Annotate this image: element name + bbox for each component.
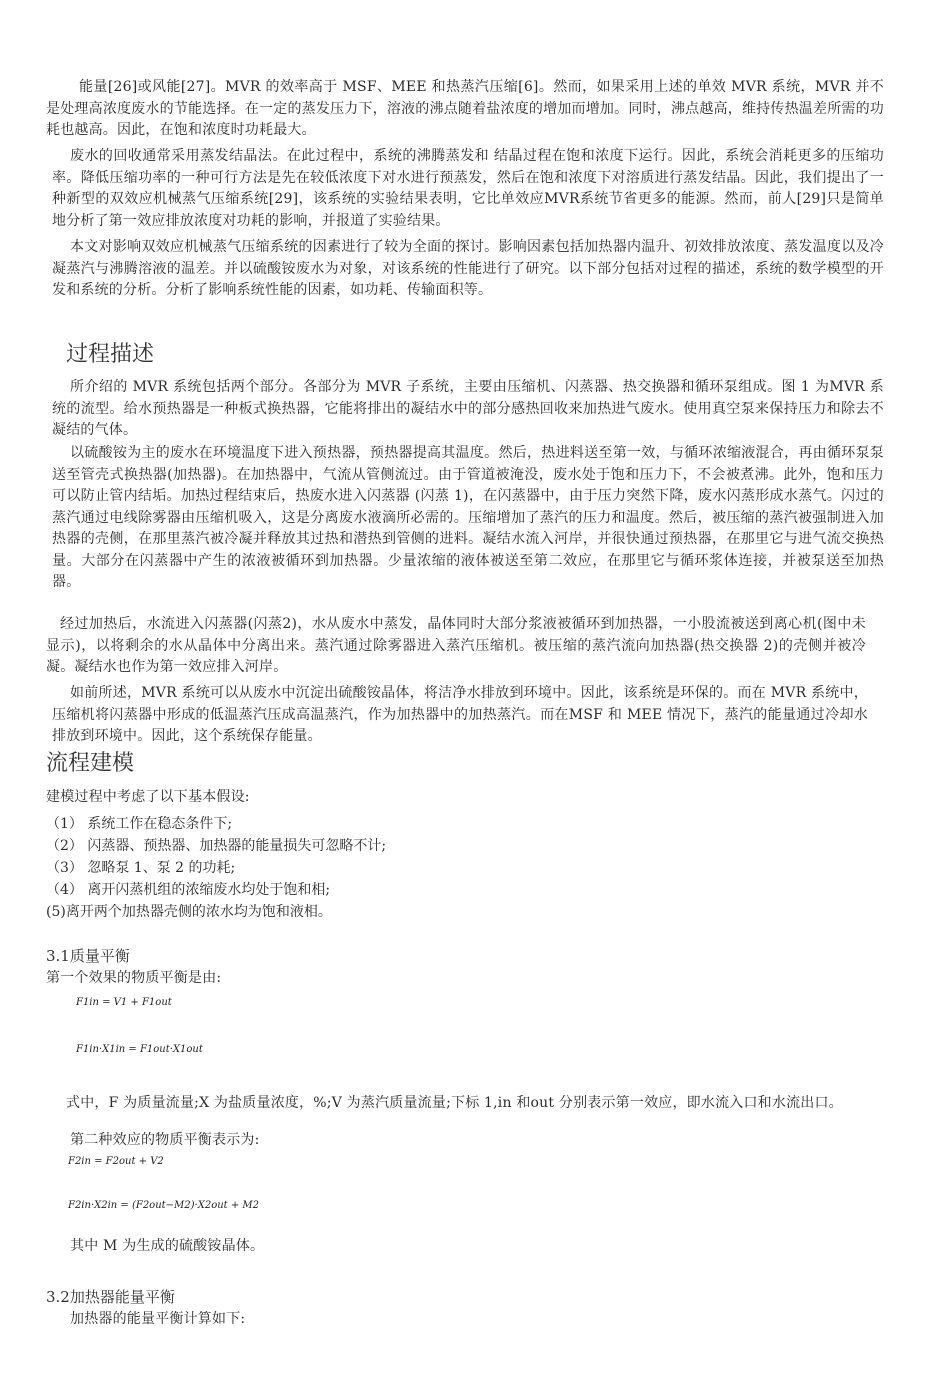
- paragraph-heater-energy-intro: 加热器的能量平衡计算如下:: [70, 1311, 246, 1327]
- heading-process-description: 过程描述: [66, 342, 155, 367]
- paragraph-second-effect-balance: 第二种效应的物质平衡表示为:: [70, 1132, 260, 1148]
- paragraph-intro-mvr: 能量[26]或风能[27]。MVR 的效率高于 MSF、MEE 和热蒸汽压缩[6]。然而，如果采用上述的单效 MVR 系统，MVR 并不是处理高浓度废水的节能选择。在一定的蒸发压力下，溶液的沸点随着盐浓度的增加而增加。同时，沸点越高，维持传热温差所需的功耗也越高。因此，在饱和浓度时功耗最大。: [46, 79, 884, 138]
- heading-mass-balance: 3.1质量平衡: [46, 947, 130, 965]
- equation-salt-balance-1: F1in·X1in = F1out·X1out: [76, 1044, 203, 1055]
- paragraph-evaporation-crystallization: 废水的回收通常采用蒸发结晶法。在此过程中，系统的沸腾蒸发和 结晶过程在饱和浓度下运行。因此，系统会消耗更多的压缩功率。降低压缩功率的一种可行方法是先在较低浓度下对水进行预蒸发，然后在饱和浓度下对溶质进行蒸发结晶。因此，我们提出了一种新型的双效应机械蒸气压缩系统[29]，该系统的实验结果表明，它比单效应MVR系统节省更多的能源。然而，前人[29]只是简单地分析了第一效应排放浓度对功耗的影响，并报道了实验结果。: [52, 148, 884, 229]
- equation-mass-balance-1: F1in = V1 + F1out: [76, 997, 172, 1008]
- assumption-item: （3） 忽略泵 1、泵 2 的功耗;: [46, 860, 236, 876]
- heading-process-modeling: 流程建模: [46, 751, 135, 776]
- paragraph-first-effect-balance: 第一个效果的物质平衡是由:: [46, 970, 222, 986]
- equation-salt-balance-2: F2in·X2in = (F2out−M2)·X2out + M2: [68, 1200, 260, 1211]
- assumption-item: (5)离开两个加热器壳侧的浓水均为饱和液相。: [46, 904, 332, 920]
- paragraph-assumptions-intro: 建模过程中考虑了以下基本假设:: [46, 789, 250, 805]
- paragraph-environmental: 如前所述，MVR 系统可以从废水中沉淀出硫酸铵晶体，将洁净水排放到环境中。因此，该系统是环保的。而在 MVR 系统中，压缩机将闪蒸器中形成的低温蒸汽压成高温蒸汽，作为加热器中的加热蒸汽。而在MSF 和 MEE 情况下，蒸汽的能量通过冷却水排放到环境中。因此，这个系统保存能量。: [52, 685, 868, 744]
- assumption-item: （4） 离开闪蒸机组的浓缩废水均处于饱和相;: [46, 882, 331, 898]
- heading-heater-energy-balance: 3.2加热器能量平衡: [46, 1288, 175, 1306]
- assumptions-list: [46, 813, 886, 923]
- paragraph-symbol-definitions: 式中，F 为质量流量;X 为盐质量浓度，%;V 为蒸汽质量流量;下标 1,in 和out 分别表示第一效应，即水流入口和水流出口。: [66, 1095, 843, 1111]
- paragraph-system-components: 所介绍的 MVR 系统包括两个部分。各部分为 MVR 子系统，主要由压缩机、闪蒸器、热交换器和循环泵组成。图 1 为MVR 系统的流型。给水预热器是一种板式换热器，它能将排出的凝结水中的部分感热回收来加热进气废水。使用真空泵来保持压力和除去不凝结的气体。: [52, 379, 884, 438]
- assumption-item: （1） 系统工作在稳态条件下;: [46, 816, 233, 832]
- paragraph-crystal-definition: 其中 M 为生成的硫酸铵晶体。: [70, 1238, 265, 1254]
- paragraph-scope: 本文对影响双效应机械蒸气压缩系统的因素进行了较为全面的探讨。影响因素包括加热器内温升、初效排放浓度、蒸发温度以及冷凝蒸汽与沸腾溶液的温差。并以硫酸铵废水为对象，对该系统的性能进行了研究。以下部分包括对过程的描述，系统的数学模型的开发和系统的分析。分析了影响系统性能的因素，如功耗、传输面积等。: [52, 239, 884, 298]
- equation-mass-balance-2: F2in = F2out + V2: [68, 1156, 164, 1167]
- paragraph-process-flow: 以硫酸铵为主的废水在环境温度下进入预热器，预热器提高其温度。然后，热进料送至第一效，与循环浓缩液混合，再由循环泵泵送至管壳式换热器(加热器)。在加热器中，气流从管侧流过。由于管道被淹没，废水处于饱和压力下，不会被煮沸。此外，饱和压力可以防止管内结垢。加热过程结束后，热废水进入闪蒸器 (闪蒸 1)，在闪蒸器中，由于压力突然下降，废水闪蒸形成水蒸气。闪过的蒸汽通过电线除雾器由压缩机吸入，这是分离废水液滴所必需的。压缩增加了蒸汽的压力和温度。然后，被压缩的蒸汽被强制进入加热器的壳侧，在那里蒸汽被冷凝并释放其过热和潜热到管侧的进料。凝结水流入河岸，并很快通过预热器，在那里它与进气流交换热量。大部分在闪蒸器中产生的浓液被循环到加热器。少量浓缩的液体被送至第二效应，在那里它与循环浆体连接，并被泵送至加热器。: [52, 445, 884, 590]
- paragraph-second-effect: 经过加热后，水流进入闪蒸器(闪蒸2)，水从废水中蒸发，晶体同时大部分浆液被循环到加热器，一小股流被送到离心机(图中未显示)，以将剩余的水从晶体中分离出来。蒸汽通过除雾器进入蒸汽压缩机。被压缩的蒸汽流向加热器(热交换器 2)的壳侧并被冷凝。凝结水也作为第一效应排入河岸。: [46, 616, 866, 675]
- assumption-item: （2） 闪蒸器、预热器、加热器的能量损失可忽略不计;: [46, 838, 387, 854]
